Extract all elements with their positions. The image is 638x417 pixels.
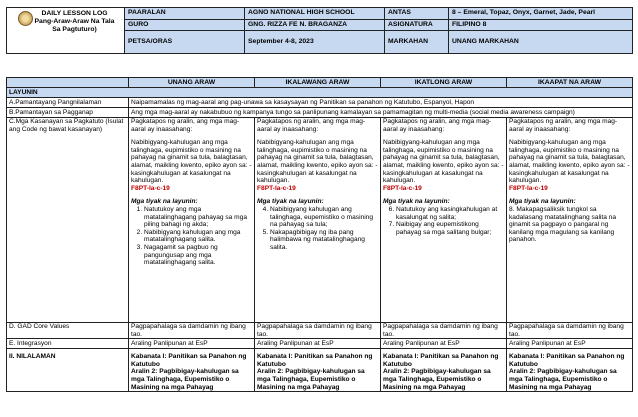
chapter-title: Kabanata I: Panitikan sa Panahon ng Katutubo (383, 353, 499, 368)
lesson-title: Aralin 2: Pagbibigay-kahulugan sa mga Talinghaga, Eupemistiko o Masining na mga Pahayag (257, 368, 365, 391)
integration-value-day-4: Araling Panlipunan at EsP (507, 339, 633, 349)
layunin-section: LAYUNIN (7, 88, 633, 98)
content-standard-value: Naipamamalas ng mag-aaral ang pag-unawa sa kasaysayan ng Panitikan sa panahon ng Katutubo, Espanyol, Hapon (129, 98, 633, 108)
goal-item: 3. Nagagamit sa pagbuo ng pangungusap ang mga matatalinghagang salita. (144, 244, 252, 267)
chapter-title: Kabanata I: Panitikan sa Panahon ng Katutubo (509, 353, 625, 368)
day-header-2: IKALAWANG ARAW (255, 78, 381, 88)
subject-label: ASIGNATURA (385, 19, 449, 31)
quarter-label: MARKAHAN (385, 31, 449, 54)
content-standard-label: A.Pamantayang Pangnilalaman (7, 98, 129, 108)
competency-body: Nabibigyang-kahulugan ang mga talinghaga, eupimistiko o masining na pahayag na ginamit sa tula, balagtasan, alamat, maikling kwento, epiko ayon sa: - kasingkahulugan at kasalungat na kahulugan. (383, 139, 504, 185)
goals-heading: Mga tiyak na layunin: (257, 198, 324, 206)
lesson-title: Aralin 2: Pagbibigay-kahulugan sa mga Talinghaga, Eupemistiko o Masining na mga Pahayag (383, 368, 491, 391)
date-label: PETSA/ORAS (125, 31, 245, 54)
content-day-3 (381, 349, 507, 392)
competency-day-4 (507, 118, 633, 323)
goal-item: 7. Naibigay ang eupemistikong pahayag sa mga salitang bulgar; (396, 221, 504, 236)
competency-intro: Pagkatapos ng aralin, ang mga mag-aaral ay inaasahang: (509, 118, 618, 133)
log-title-cell (7, 8, 125, 54)
goals-list (257, 206, 378, 252)
performance-standard-value: Ang mga mag-aaral ay nakabubuo ng kampanya tungo sa panlipunang kamalayan sa pamamagitan ng multi-media (social media awareness campaign) (129, 108, 633, 118)
lesson-title: Aralin 2: Pagbibigay-kahulugan sa mga Talinghaga, Eupemistiko o Masining na mga Pahayag (131, 368, 239, 391)
competency-day-3 (381, 118, 507, 323)
lesson-title: Aralin 2: Pagbibigay-kahulugan sa mga Talinghaga, Eupemistiko o Masining na mga Pahayag (509, 368, 617, 391)
header-table (6, 7, 633, 54)
goal-item: 1. Natutukoy ang mga matatalinghagang pahayag sa mga piling bahagi ng akda; (144, 206, 252, 229)
gad-value-day-1: Pagpapahalaga sa damdamin ng ibang tao. (129, 323, 255, 339)
competency-intro: Pagkatapos ng aralin, ang mga mag-aaral ay inaasahang: (257, 118, 366, 133)
grade-label: ANTAS (385, 8, 449, 20)
competency-code: F8PT-Ia-c-19 (131, 184, 170, 192)
goal-item: 6. Natutukoy ang kasingkahulugan at kasalungat ng salita; (396, 206, 504, 221)
day-header-4: IKAAPAT NA ARAW (507, 78, 633, 88)
goals-list (131, 206, 252, 267)
goal-item: 4. Nabibigyang kahulugan ang talinghaga, eupemistiko o masining na pahayag sa tula; (270, 206, 378, 229)
content-day-4 (507, 349, 633, 392)
school-label: PAARALAN (125, 8, 245, 20)
gad-value-day-4: Pagpapahalaga sa damdamin ng ibang tao. (507, 323, 633, 339)
competency-intro: Pagkatapos ng aralin, ang mga mag-aaral ay inaasahang: (131, 118, 240, 133)
content-day-2 (255, 349, 381, 392)
competency-body: Nabibigyang-kahulugan ang mga talinghaga, eupimistiko o masining na pahayag na ginamit sa tula, balagtasan, alamat, maikling kwento, epiko ayon sa: - kasingkahulugan at kasalungat na kahulugan. (509, 139, 630, 185)
date-value: September 4-8, 2023 (245, 31, 385, 54)
competency-intro: Pagkatapos ng aralin, ang mga mag-aaral ay inaasahang: (383, 118, 492, 133)
competency-day-2 (255, 118, 381, 323)
integration-value-day-1: Araling Panlipunan at EsP (129, 339, 255, 349)
integration-value-day-2: Araling Panlipunan at EsP (255, 339, 381, 349)
lesson-table (6, 77, 633, 392)
subject-value: FILIPINO 8 (449, 19, 633, 31)
competency-body: Nabibigyang-kahulugan ang mga talinghaga, eupimistiko o masining na pahayag na ginamit sa tula, balagtasan, alamat, maikling kwento, epiko ayon sa: - kasingkahulugan at kasalungat na kahulugan. (257, 139, 378, 185)
gad-value-day-2: Pagpapahalaga sa damdamin ng ibang tao. (255, 323, 381, 339)
performance-standard-label: B.Pamantayan sa Pagganap (7, 108, 129, 118)
competency-code: F8PT-Ia-c-19 (257, 184, 296, 192)
school-seal-icon (18, 11, 33, 26)
goal-item: 8. Makapagsaliksik tungkol sa kadalasang matatalinghang salita na ginamit sa pagpayo o pangaral ng kanilang mga magulang sa kanilang panahon. (509, 205, 617, 244)
teacher-value: GNG. RIZZA FE N. BRAGANZA (245, 19, 385, 31)
goals-heading: Mga tiyak na layunin: (509, 198, 576, 206)
gad-value-day-3: Pagpapahalaga sa damdamin ng ibang tao. (381, 323, 507, 339)
gad-label: D. GAD Core Values (7, 323, 129, 339)
content-day-1 (129, 349, 255, 392)
competency-code: F8PT-Ia-c-19 (509, 184, 548, 192)
day-header-3: IKATLONG ARAW (381, 78, 507, 88)
integration-value-day-3: Araling Panlipunan at EsP (381, 339, 507, 349)
day-header-1: UNANG ARAW (129, 78, 255, 88)
corner-cell (7, 78, 129, 88)
goals-list (383, 206, 504, 236)
school-value: AGNO NATIONAL HIGH SCHOOL (245, 8, 385, 20)
competency-body: Nabibigyang-kahulugan ang mga talinghaga, eupimistiko o masining na pahayag na ginamit sa tula, balagtasan, alamat, maikling kwento, epiko ayon sa: - kasingkahulugan at kasalungat na kahulugan. (131, 139, 252, 185)
competency-day-1 (129, 118, 255, 323)
content-label: II. NILALAMAN (7, 349, 129, 392)
competency-code: F8PT-Ia-c-19 (383, 184, 422, 192)
goals-heading: Mga tiyak na layunin: (383, 198, 450, 206)
teacher-label: GURO (125, 19, 245, 31)
grade-value: 8 – Emeral, Topaz, Onyx, Garnet, Jade, Pearl (449, 8, 633, 20)
chapter-title: Kabanata I: Panitikan sa Panahon ng Katutubo (257, 353, 373, 368)
quarter-value: UNANG MARKAHAN (449, 31, 633, 54)
competency-label: C.Mga Kasanayan sa Pagkatuto (Isulat ang Code ng bawat kasanayan) (7, 118, 129, 323)
integration-label: E. Integrasyon (7, 339, 129, 349)
goals-heading: Mga tiyak na layunin: (131, 198, 198, 206)
chapter-title: Kabanata I: Panitikan sa Panahon ng Katutubo (131, 353, 247, 368)
goal-item: 5. Nakapagbibigay ng iba pang halimbawa ng matatalinghagang salita. (270, 229, 378, 252)
goal-item: 2. Nabibigyang kahulugan ang mga matatalinghagang salita. (144, 229, 252, 244)
log-title: DAILY LESSON LOG Pang-Araw-Araw Na Tala Sa Pagtuturo) (34, 10, 115, 33)
